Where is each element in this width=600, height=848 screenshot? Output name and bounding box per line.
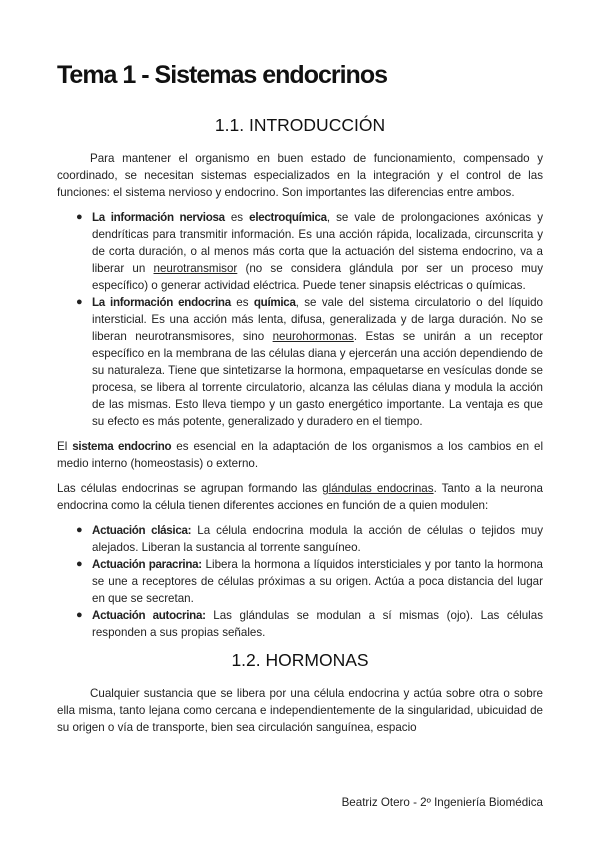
bullet-icon: ● (76, 524, 83, 536)
bold-term: electroquímica (249, 211, 327, 224)
sistema-endocrino-paragraph: El sistema endocrino es esencial en la adaptación de los organismos a los cambios en el medio interno (homeostasis) o externo. (57, 440, 544, 470)
bullet-actuacion-paracrina: ● Actuación paracrina: Libera la hormona a líquidos intersticiales y por tanto la hormona se une a receptores de células próximas a su origen. Actúa a poca distancia del lugar en que se secretan. (76, 558, 544, 605)
bullet-icon: ● (76, 296, 83, 308)
hormonas-paragraph: Cualquier sustancia que se libera por una célula endocrina y actúa sobre otra o sobre ella misma, tanto lejana como cercana e independientemente de la singularidad, ubicuidad de su origen o vía de transporte, bien sea circulación sanguínea, espacio (57, 687, 543, 734)
bullet-icon: ● (76, 558, 83, 570)
bold-term: La información endocrina (92, 296, 231, 309)
section-heading-introduccion: 1.1. INTRODUCCIÓN (214, 115, 386, 135)
underlined-term: neurohormonas (272, 330, 354, 343)
actuacion-bullet-list (57, 522, 543, 641)
bullet-actuacion-clasica: ● Actuación clásica: La célula endocrina modula la acción de células o tejidos muy alejados. Liberan la sustancia al torrente sanguíneo. (76, 524, 543, 554)
celulas-endocrinas-paragraph: Las células endocrinas se agrupan formando las glándulas endocrinas. Tanto a la neurona endocrina como la célula tienen diferentes acciones en función de a quien modulen: (57, 482, 544, 512)
intro-paragraph: Para mantener el organismo en buen estado de funcionamiento, compensado y coordinado, se necesitan sistemas especializados en la integración y el control de las funciones: el sistema nervioso y endocrino. Son importantes las diferencias entre ambos. (57, 152, 543, 199)
bold-term: Actuación paracrina: (92, 558, 202, 571)
bullet-icon: ● (76, 211, 83, 223)
bullet-info-nerviosa: ● La información nerviosa es electroquímica, se vale de prolongaciones axónicas y dendríticas para transmitir información. Es una acción rápida, localizada, circunscrita y de corta duración, o al menos más corta que la actuación del sistema endocrino, va a liberar un neurotransmisor (no se considera glándula por ser un proceso muy específico) o generar actividad eléctrica. Puede tener sinapsis eléctricas o químicas. (76, 211, 544, 292)
bullet-info-endocrina: ● La información endocrina es química, se vale del sistema circulatorio o del líquido intersticial. Es una acción más lenta, difusa, generalizada y de larga duración. No se liberan neurotransmisores, sino neurohormonas. Estas se unirán a un receptor específico en la membrana de las células diana y ejercerán una acción dependiendo de su naturaleza. Tiene que sintetizarse la hormona, empaquetarse en vesículas donde se procesa, se libera al torrente circulatorio, alcanza las células diana y modula la acción de las mismas. Esto lleva tiempo y un gasto energético importante. La ventaja es que su efecto es más potente, generalizado y duradero en el tiempo. (76, 296, 544, 428)
underlined-term: neurotransmisor (153, 262, 238, 275)
bold-term: sistema endocrino (72, 440, 172, 453)
bold-term: química (253, 296, 296, 309)
bullet-icon: ● (76, 609, 83, 621)
bullet-actuacion-autocrina: ● Actuación autocrina: Las glándulas se modulan a sí mismas (ojo). Las células responden a sus propias señales. (76, 609, 544, 639)
page-footer: Beatriz Otero - 2º Ingeniería Biomédica (341, 796, 543, 809)
bold-term: Actuación clásica: (92, 524, 192, 537)
underlined-term: glándulas endocrinas (322, 482, 434, 495)
bold-term: Actuación autocrina: (92, 609, 206, 622)
section-heading-hormonas: 1.2. HORMONAS (231, 650, 369, 670)
document-title: Tema 1 - Sistemas endocrinos (57, 61, 387, 89)
bold-term: La información nerviosa (92, 211, 225, 224)
info-bullet-list (57, 209, 543, 430)
